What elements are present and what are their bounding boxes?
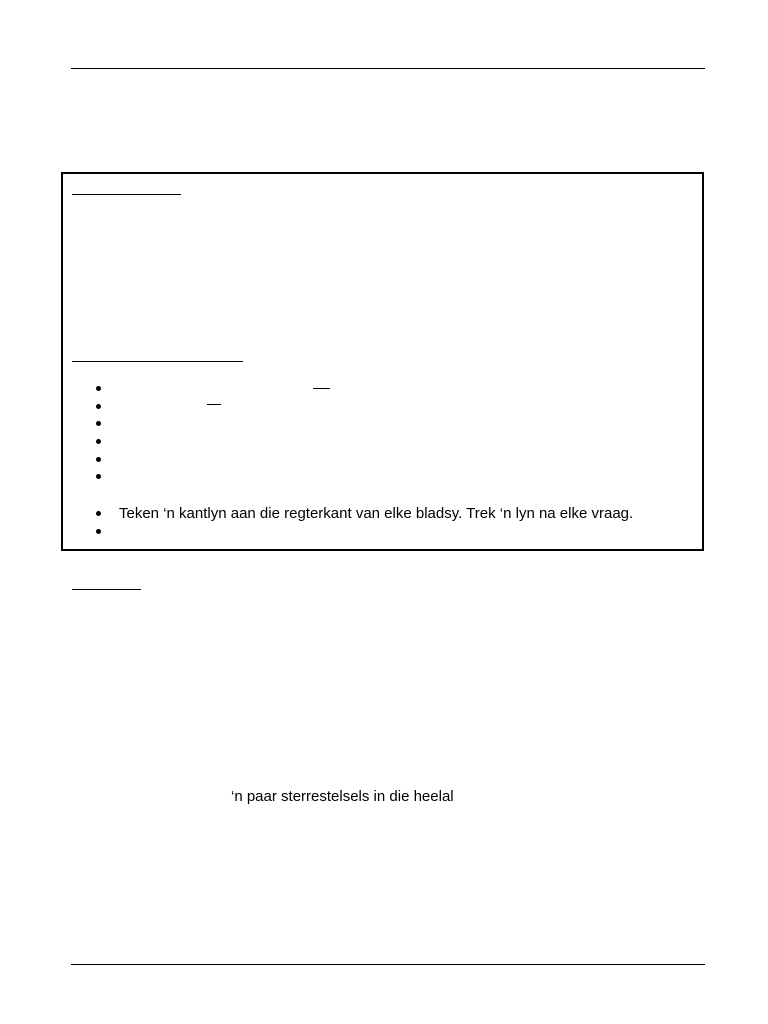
bullet-icon <box>96 457 101 462</box>
question-text-fragment: ‘n paar sterrestelsels in die heelal <box>231 788 454 805</box>
bullet-icon <box>96 439 101 444</box>
bullet-icon <box>96 511 101 516</box>
bullet-icon <box>96 386 101 391</box>
question-heading-underline <box>72 589 141 590</box>
footer-rule <box>71 964 705 965</box>
list-item <box>96 505 686 523</box>
bullet-text: Teken ‘n kantlyn aan die regterkant van elke bladsy. Trek ‘n lyn na elke vraag. <box>119 505 634 522</box>
list-item <box>96 433 686 451</box>
list-item <box>96 398 686 416</box>
bullet-icon <box>96 529 101 534</box>
underline-mark <box>207 404 221 405</box>
instructions-list <box>63 174 702 549</box>
bullet-icon <box>96 474 101 479</box>
bullet-icon <box>96 421 101 426</box>
list-item <box>96 451 686 469</box>
underline-mark <box>313 388 330 389</box>
list-item <box>96 523 686 541</box>
instructions-box <box>61 172 704 551</box>
header-rule <box>71 68 705 69</box>
list-item <box>96 415 686 433</box>
bullet-icon <box>96 404 101 409</box>
list-item <box>96 380 686 398</box>
list-item <box>96 468 686 486</box>
